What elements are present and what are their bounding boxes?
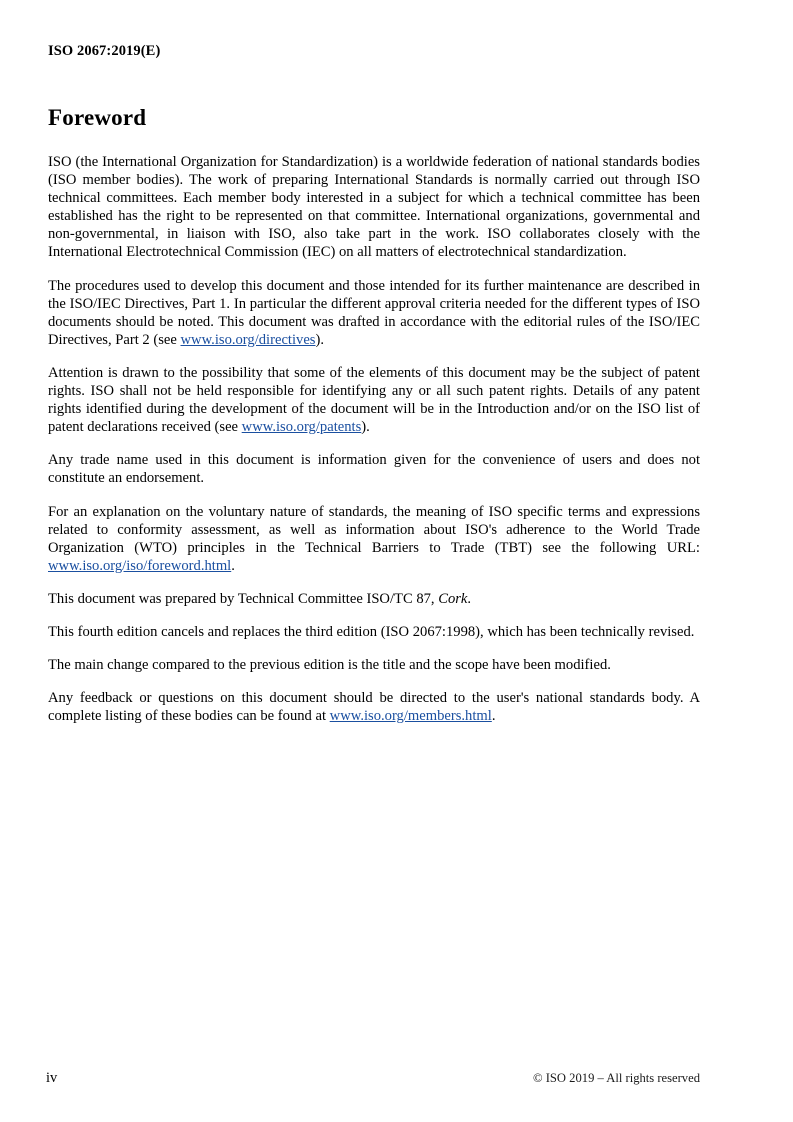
footer-copyright: © ISO 2019 – All rights reserved (533, 1071, 700, 1085)
external-link[interactable]: www.iso.org/members.html (329, 708, 492, 725)
paragraph-9 (48, 689, 700, 725)
external-link[interactable]: www.iso.org/patents (241, 419, 362, 436)
paragraph-text: Any trade name used in this document is information given for the convenience of users and does not constitute an endorsement. (48, 452, 700, 487)
paragraph-6 (48, 590, 700, 608)
paragraph-text: The main change compared to the previous edition is the title and the scope have been modified. (48, 657, 611, 674)
paragraph-text: The procedures used to develop this document and those intended for its further maintenance are described in the ISO/IEC Directives, Part 1. In particular the different approval criteria needed for the different types of ISO documents should be noted. This document was drafted in accordance with the editorial rules of the ISO/IEC Directives, Part 2 (see (48, 277, 700, 348)
paragraph-text: Any feedback or questions on this document should be directed to the user's national standards body. A complete listing of these bodies can be found at (48, 690, 700, 725)
paragraph-5 (48, 503, 700, 575)
paragraph-7 (48, 623, 700, 641)
paragraph-text: This document was prepared by Technical Committee ISO/TC 87, (48, 590, 439, 607)
paragraph-3 (48, 364, 700, 436)
paragraph-1 (48, 153, 700, 262)
paragraph-text: ). (361, 419, 370, 436)
committee-title: Cork (438, 590, 468, 607)
paragraph-text: This fourth edition cancels and replaces the third edition (ISO 2067:1998), which has been technically revised. (48, 623, 695, 640)
paragraph-4 (48, 451, 700, 487)
footer-page-number: iv (46, 1070, 58, 1086)
page-title: Foreword (48, 105, 147, 130)
paragraph-text: . (491, 708, 496, 725)
paragraph-text: Attention is drawn to the possibility that some of the elements of this document may be the subject of patent rights. ISO shall not be held responsible for identifying any or all such patent rights. Details of any patent rights identified during the development of the document will be in the Introduction and/or on the ISO list of patent declarations received (see (48, 364, 700, 436)
external-link[interactable]: www.iso.org/iso/foreword.html (48, 557, 232, 574)
paragraph-text: ). (315, 331, 325, 348)
paragraph-text: For an explanation on the voluntary nature of standards, the meaning of ISO specific terms and expressions related to conformity assessment, as well as information about ISO's adherence to the World Trade Organization (WTO) principles in the Technical Barriers to Trade (TBT) see the following URL: (48, 503, 700, 556)
paragraph-text: . (467, 590, 472, 607)
external-link[interactable]: www.iso.org/directives (180, 331, 316, 348)
paragraph-8 (48, 656, 700, 674)
paragraph-2 (48, 277, 700, 349)
document-body (48, 105, 700, 725)
paragraph-text: ISO (the International Organization for Standardization) is a worldwide federation of national standards bodies (ISO member bodies). The work of preparing International Standards is normally carried out through ISO technical committees. Each member body interested in a subject for which a technical committee has been established has the right to be represented on that committee. International organizations, governmental and non-governmental, in liaison with ISO, also take part in the work. ISO collaborates closely with the International Electrotechnical Commission (IEC) on all matters of electrotechnical standardization. (48, 154, 700, 261)
document-header-standard-number: ISO 2067:2019(E) (48, 43, 161, 59)
paragraph-text: . (231, 557, 235, 574)
